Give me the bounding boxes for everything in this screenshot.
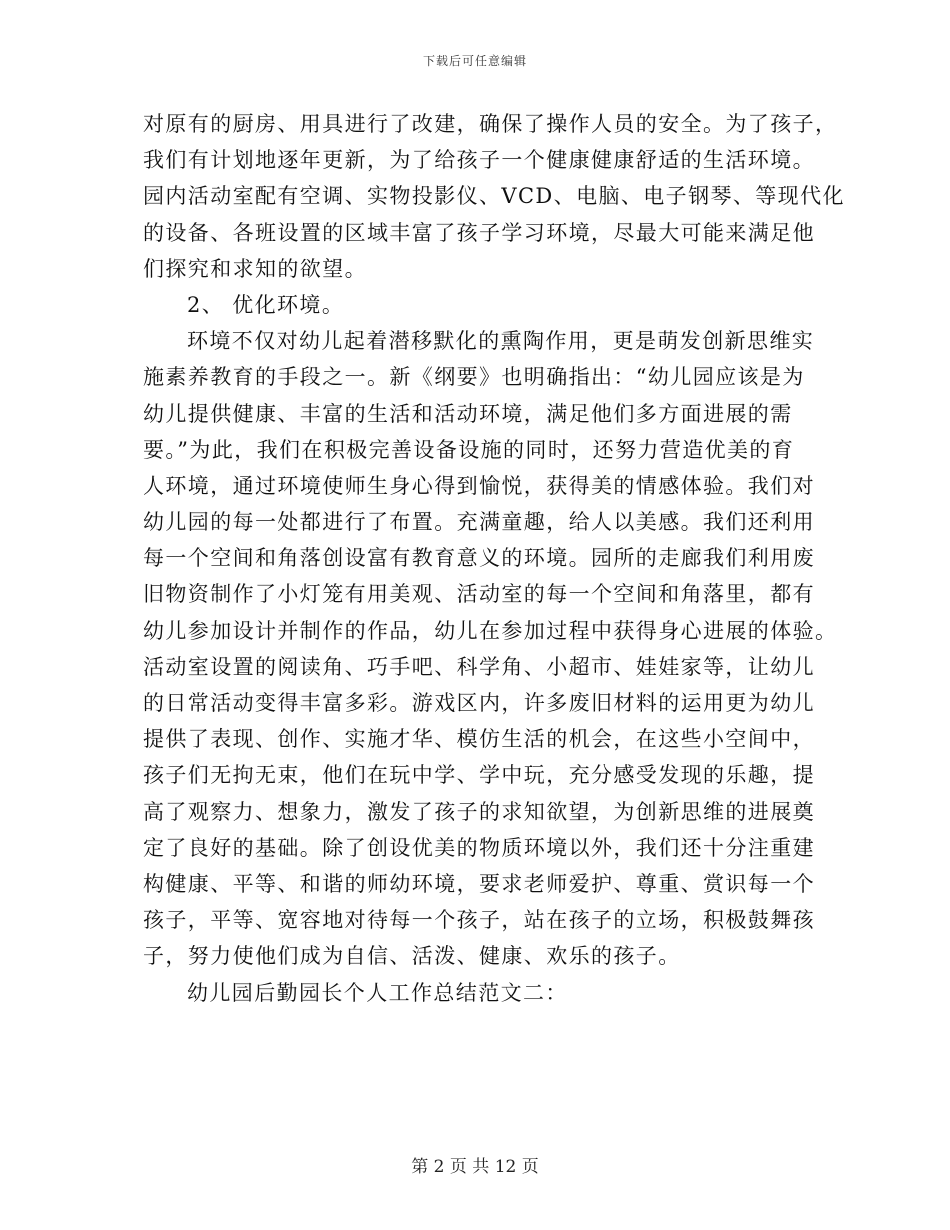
text-line: 环境不仅对幼儿起着潜移默化的熏陶作用，更是萌发创新思维实 <box>187 329 815 354</box>
section-heading: 幼儿园后勤园长个人工作总结范文二： <box>187 980 568 1005</box>
text-line: 提供了表现、创作、实施才华、模仿生活的机会，在这些小空间中， <box>143 727 815 752</box>
document-body <box>143 106 845 1011</box>
page-header: 下载后可任意编辑 <box>422 54 527 68</box>
text-line: 孩子们无拘无束，他们在玩中学、学中玩，充分感受发现的乐趣，提 <box>143 763 815 788</box>
text-line: 的日常活动变得丰富多彩。游戏区内，许多废旧材料的运用更为幼儿 <box>143 691 815 715</box>
text-line: 每一个空间和角落创设富有教育意义的环境。园所的走廊我们利用废 <box>143 546 815 571</box>
text-line: 园内活动室配有空调、实物投影仪、VCD、电脑、电子钢琴、等现代化 <box>143 184 845 209</box>
text-line: 施素养教育的手段之一。新《纲要》也明确指出：“幼儿园应该是为 <box>143 365 805 390</box>
text-line: 幼儿提供健康、丰富的生活和活动环境，满足他们多方面进展的需 <box>143 401 793 426</box>
text-line: 孩子，平等、宽容地对待每一个孩子，站在孩子的立场，积极鼓舞孩 <box>143 908 815 933</box>
text-line: 高了观察力、想象力，激发了孩子的求知欲望，为创新思维的进展奠 <box>143 799 815 824</box>
text-line: 我们有计划地逐年更新，为了给孩子一个健康健康舒适的生活环境。 <box>143 148 815 173</box>
text-line: 幼儿参加设计并制作的作品，幼儿在参加过程中获得身心进展的体验。 <box>143 618 838 643</box>
text-line: 活动室设置的阅读角、巧手吧、科学角、小超市、娃娃家等，让幼儿 <box>143 654 815 679</box>
text-line: 对原有的厨房、用具进行了改建，确保了操作人员的安全。为了孩子， <box>143 112 838 136</box>
section-heading: 2、 优化环境。 <box>187 292 345 317</box>
text-line: 子，努力使他们成为自信、活泼、健康、欢乐的孩子。 <box>143 944 681 969</box>
text-line: 要。”为此，我们在积极完善设备设施的同时，还努力营造优美的育 <box>143 437 795 462</box>
text-line: 构健康、平等、和谐的师幼环境，要求老师爱护、尊重、赏识每一个 <box>143 871 815 896</box>
text-line: 们探究和求知的欲望。 <box>143 256 367 281</box>
text-line: 的设备、各班设置的区域丰富了孩子学习环境，尽最大可能来满足他 <box>143 220 815 245</box>
text-line: 旧物资制作了小灯笼有用美观、活动室的每一个空间和角落里，都有 <box>143 582 815 607</box>
text-line: 幼儿园的每一处都进行了布置。充满童趣，给人以美感。我们还利用 <box>143 510 815 535</box>
text-line: 人环境，通过环境使师生身心得到愉悦，获得美的情感体验。我们对 <box>143 473 815 498</box>
page-footer: 第 2 页 共 12 页 <box>411 1157 539 1177</box>
text-line: 定了良好的基础。除了创设优美的物质环境以外，我们还十分注重建 <box>143 835 815 860</box>
